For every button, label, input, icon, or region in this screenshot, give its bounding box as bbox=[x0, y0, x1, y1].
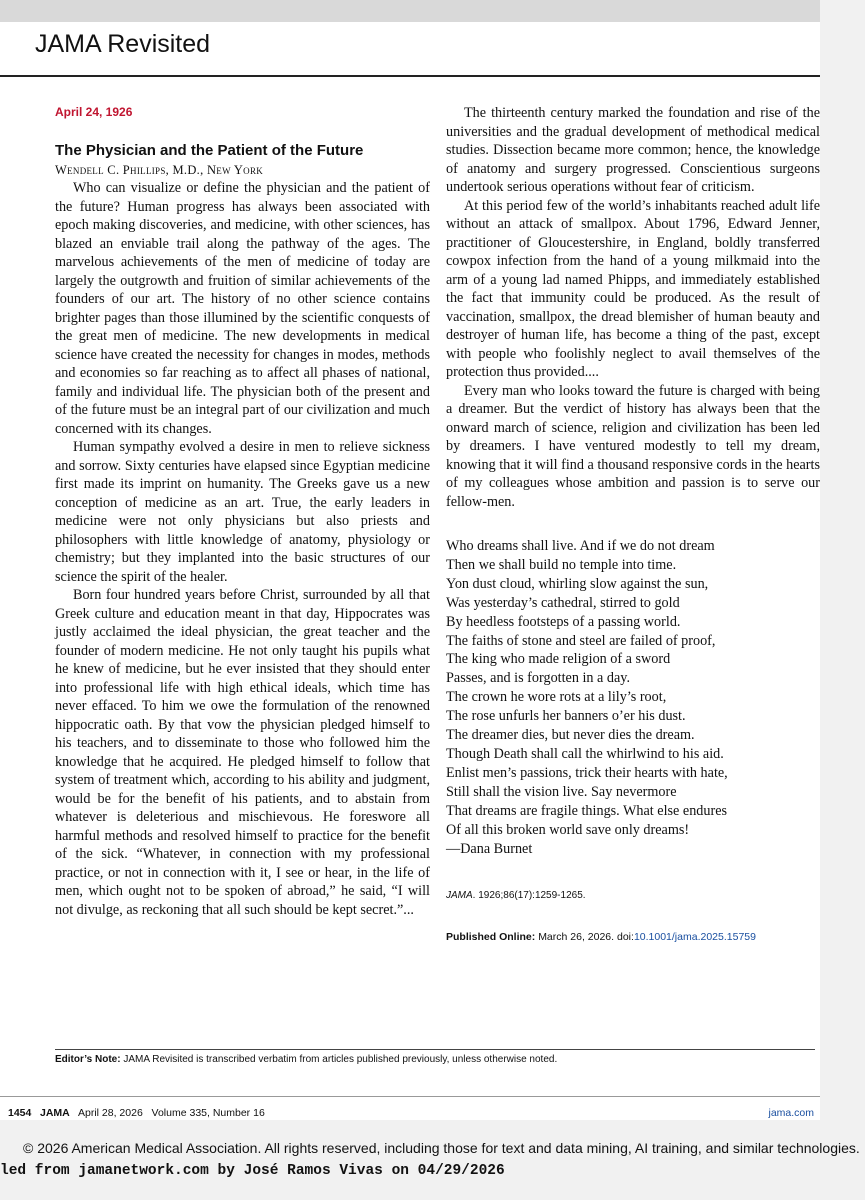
poem-line: The dreamer dies, but never dies the dream. bbox=[446, 727, 695, 744]
citation-details: . 1926;86(17):1259-1265. bbox=[472, 890, 586, 902]
poem-line: The king who made religion of a sword bbox=[446, 651, 671, 668]
published-label: Published Online: bbox=[446, 931, 536, 944]
poem-line: Was yesterday’s cathedral, stirred to gold bbox=[446, 594, 680, 611]
poem-line: Who dreams shall live. And if we do not dream bbox=[446, 538, 715, 554]
header-rule bbox=[0, 75, 820, 77]
editor-note bbox=[55, 1052, 815, 1067]
paragraph: Every man who looks toward the future is charged with being a dreamer. But the verdict of history has always been that the onward march of science, religion and civilization has been led by dreamers. I have ventured modestly to tell my dream, knowing that it will find a thousand responsive cords in the hearts of my colleagues whose ambition and passion is to serve our fellow-men. bbox=[446, 382, 820, 510]
footer-journal: JAMA bbox=[40, 1107, 70, 1119]
paragraph: The thirteenth century marked the foundation and rise of the universities and the gradual development of methodical medical studies. Dissection became more common; hence, the knowledge of anatomy and surgery progressed. Conscientious surgeons undertook serious operations without fear of criticism. bbox=[446, 105, 820, 195]
poem-line: Then we shall build no temple into time. bbox=[446, 556, 677, 573]
poem-line: Still shall the vision live. Say nevermore bbox=[446, 783, 677, 800]
download-notice: led from jamanetwork.com by José Ramos Vivas on 04/29/2026 bbox=[0, 1163, 505, 1179]
author-line: Wendell C. Phillips, M.D., New York bbox=[55, 163, 264, 177]
author-city: New York bbox=[206, 163, 264, 177]
published-date: March 26, 2026. bbox=[538, 931, 615, 944]
poem-line: By heedless footsteps of a passing world. bbox=[446, 613, 681, 630]
poem-line: Passes, and is forgotten in a day. bbox=[446, 670, 631, 687]
poem-line: The crown he wore rots at a lily’s root, bbox=[446, 689, 667, 706]
article-date: April 24, 1926 bbox=[55, 105, 133, 119]
poem-line: That dreams are fragile things. What else endures bbox=[446, 802, 728, 819]
doi-link[interactable]: 10.1001/jama.2025.15759 bbox=[633, 931, 756, 944]
editor-note-text: JAMA Revisited is transcribed verbatim from articles published previously, unless otherwise noted. bbox=[123, 1054, 558, 1065]
citation bbox=[446, 890, 820, 901]
page-number: 1454 bbox=[8, 1107, 32, 1119]
author-degree: M.D. bbox=[172, 163, 201, 177]
poem bbox=[446, 537, 820, 858]
section-title: JAMA Revisited bbox=[35, 30, 211, 58]
poem-line: Yon dust cloud, whirling slow against the sun, bbox=[446, 575, 709, 592]
poem-line: Though Death shall call the whirlwind to his aid. bbox=[446, 745, 724, 762]
poem-line: The rose unfurls her banners o’er his dust. bbox=[446, 708, 686, 725]
footer-site-link[interactable]: jama.com bbox=[768, 1107, 814, 1119]
published-online bbox=[446, 931, 820, 943]
left-column bbox=[55, 105, 430, 919]
copyright-notice: © 2026 American Medical Association. All rights reserved, including those for text and data mining, AI training, and similar technologies. bbox=[23, 1140, 860, 1156]
paragraph: At this period few of the world’s inhabitants reached adult life without an attack of smallpox. About 1796, Edward Jenner, practitioner of Gloucestershire, in England, boldly transferred cowpox infection from the hand of a young milkmaid into the arm of a young lad named Phipps, and immediately established the fact that immunity could be produced. As the result of vaccination, smallpox, the dread blemisher of human beauty and destroyer of human life, has become a thing of the past, except with people who foolishly neglect to avail themselves of the protection thus provided.... bbox=[446, 197, 820, 380]
article-title: The Physician and the Patient of the Future bbox=[55, 142, 364, 159]
editor-note-rule bbox=[55, 1049, 815, 1050]
author-name: Wendell C. Phillips bbox=[55, 163, 166, 177]
poem-attribution: —Dana Burnet bbox=[446, 840, 533, 857]
poem-line: The faiths of stone and steel are failed of proof, bbox=[446, 632, 716, 649]
editor-note-label: Editor’s Note: bbox=[55, 1054, 121, 1065]
right-column bbox=[446, 104, 820, 943]
doi-label: doi: bbox=[617, 931, 634, 944]
footer-rule bbox=[0, 1096, 820, 1097]
paragraph: Who can visualize or define the physician and the patient of the future? Human progress has always been associated with epoch making discoveries, and medicine, with other sciences, has blazed an enviable trail along the pathway of the ages. The marvelous achievements of the men of medicine of today are largely the outgrowth and fruition of similar achievements of the founders of our art. The history of no other science contains brighter pages than those illumined by the scientific conquests of the great men of medicine. The new developments in medical science have created the necessity for changes in modes, methods and economies so far reaching as to affect all phases of national, family and individual life. The physician both of the present and of the future must be an integral part of our civilization and much concerned with its changes. bbox=[55, 180, 430, 437]
paragraph: Human sympathy evolved a desire in men to relieve sickness and sorrow. Sixty centuries have elapsed since Egyptian medicine first made its imprint on humanity. The Greeks gave us a new conception of medicine as an art. True, the early leaders in medicine were not only physicians but also priests and philosophers with little knowledge of anatomy, physiology or chemistry; but they implanted into the basic structures of our science the spirit of the healer. bbox=[55, 439, 430, 585]
footer-issue: April 28, 2026 Volume 335, Number 16 bbox=[78, 1107, 265, 1119]
poem-line: Of all this broken world save only dreams! bbox=[446, 821, 690, 838]
top-gray-band bbox=[0, 0, 820, 22]
paragraph: Born four hundred years before Christ, surrounded by all that Greek culture and education meant in that day, Hippocrates was justly acclaimed the ideal physician, the great teacher and the founder of modern medicine. He not only taught his pupils what he knew of medicine, but he ever insisted that they should enter into professional life with high ethical ideals, which time has never effaced. To him we owe the formulation of the renowned hippocratic oath. By that vow the physician pledged himself to his teachers, and to disseminate to those who followed him the knowledge that he acquired. He pledged himself to follow that system of treatment which, according to his ability and judgment, would be for the benefit of his patients, and to abstain from whatever is deleterious and mischievous. He foreswore all harmful methods and resolved himself to practice for the benefit of the sick. “Whatever, in connection with my professional practice, or not in connection with it, I see or hear, in the life of men, which ought not to be spoken of abroad,” he said, “I will not divulge, as reckoning that all such should be kept secret.”... bbox=[55, 587, 430, 918]
poem-line: Enlist men’s passions, trick their hearts with hate, bbox=[446, 764, 728, 781]
citation-journal: JAMA bbox=[446, 890, 473, 902]
